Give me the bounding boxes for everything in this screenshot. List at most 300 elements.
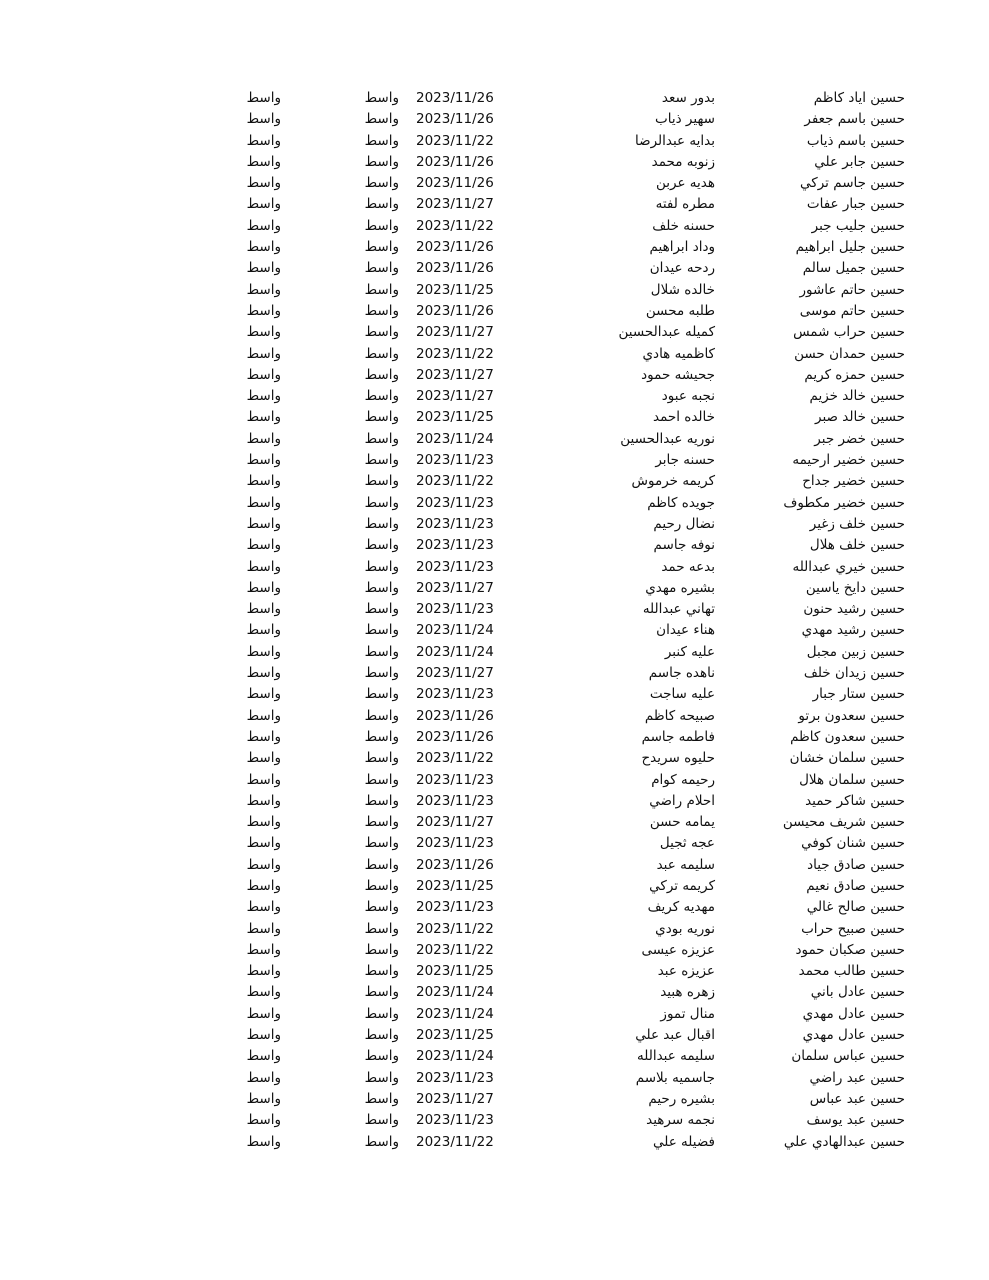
mother-name: نضال رحيم xyxy=(653,515,715,532)
record-date: 2023/11/24 xyxy=(416,1005,494,1022)
province: واسط xyxy=(364,1090,399,1107)
mother-name: زنوبه محمد xyxy=(651,153,715,170)
record-date: 2023/11/26 xyxy=(416,856,494,873)
record-date: 2023/11/25 xyxy=(416,1027,494,1044)
table-row xyxy=(0,897,989,918)
table-row xyxy=(0,237,989,258)
person-name: حسين جابر علي xyxy=(814,153,905,170)
governorate: واسط xyxy=(246,1005,281,1022)
governorate: واسط xyxy=(246,579,281,596)
province: واسط xyxy=(364,366,399,383)
province: واسط xyxy=(364,111,399,128)
record-date: 2023/11/25 xyxy=(416,281,494,298)
record-date: 2023/11/23 xyxy=(416,1069,494,1086)
province: واسط xyxy=(364,579,399,596)
record-date: 2023/11/27 xyxy=(416,388,494,405)
record-date: 2023/11/22 xyxy=(416,750,494,767)
mother-name: نوفه جاسم xyxy=(653,537,715,554)
record-date: 2023/11/23 xyxy=(416,1112,494,1129)
person-name: حسين سلمان هلال xyxy=(799,771,905,788)
person-name: حسين حمدان حسن xyxy=(794,345,905,362)
record-date: 2023/11/24 xyxy=(416,643,494,660)
governorate: واسط xyxy=(246,771,281,788)
record-date: 2023/11/22 xyxy=(416,132,494,149)
province: واسط xyxy=(364,1005,399,1022)
record-date: 2023/11/22 xyxy=(416,941,494,958)
governorate: واسط xyxy=(246,366,281,383)
record-date: 2023/11/22 xyxy=(416,217,494,234)
person-name: حسين حاتم موسى xyxy=(799,302,905,319)
person-name: حسين ستار جبار xyxy=(812,686,905,703)
mother-name: سليمه عبد xyxy=(656,856,715,873)
record-date: 2023/11/27 xyxy=(416,814,494,831)
table-row xyxy=(0,940,989,961)
table-row xyxy=(0,322,989,343)
governorate: واسط xyxy=(246,877,281,894)
province: واسط xyxy=(364,324,399,341)
governorate: واسط xyxy=(246,1048,281,1065)
person-name: حسين حراب شمس xyxy=(793,324,905,341)
province: واسط xyxy=(364,302,399,319)
province: واسط xyxy=(364,388,399,405)
mother-name: احلام راضي xyxy=(649,792,715,809)
person-name: حسين عبد عباس xyxy=(809,1090,905,1107)
record-date: 2023/11/26 xyxy=(416,153,494,170)
governorate: واسط xyxy=(246,707,281,724)
record-date: 2023/11/27 xyxy=(416,1090,494,1107)
table-row xyxy=(0,961,989,982)
province: واسط xyxy=(364,792,399,809)
record-date: 2023/11/27 xyxy=(416,324,494,341)
province: واسط xyxy=(364,814,399,831)
governorate: واسط xyxy=(246,175,281,192)
table-row xyxy=(0,131,989,152)
governorate: واسط xyxy=(246,941,281,958)
province: واسط xyxy=(364,494,399,511)
governorate: واسط xyxy=(246,302,281,319)
person-name: حسين صادق جياد xyxy=(807,856,905,873)
table-row xyxy=(0,578,989,599)
mother-name: خالده احمد xyxy=(652,409,715,426)
record-date: 2023/11/23 xyxy=(416,601,494,618)
province: واسط xyxy=(364,196,399,213)
table-row xyxy=(0,471,989,492)
person-name: حسين صالح غالي xyxy=(806,899,905,916)
person-name: حسين سلمان خشان xyxy=(789,750,905,767)
governorate: واسط xyxy=(246,1112,281,1129)
province: واسط xyxy=(364,877,399,894)
mother-name: بدور سعد xyxy=(661,90,715,106)
table-row xyxy=(0,599,989,620)
province: واسط xyxy=(364,452,399,469)
province: واسط xyxy=(364,1027,399,1044)
table-row xyxy=(0,450,989,471)
governorate: واسط xyxy=(246,792,281,809)
table-row xyxy=(0,535,989,556)
record-date: 2023/11/25 xyxy=(416,409,494,426)
province: واسط xyxy=(364,1048,399,1065)
record-date: 2023/11/22 xyxy=(416,1133,494,1150)
record-date: 2023/11/24 xyxy=(416,430,494,447)
table-row xyxy=(0,1132,989,1153)
table-row xyxy=(0,855,989,876)
governorate: واسط xyxy=(246,345,281,362)
record-date: 2023/11/23 xyxy=(416,792,494,809)
province: واسط xyxy=(364,90,399,106)
person-name: حسين خالد خزيم xyxy=(809,388,905,405)
table-row xyxy=(0,216,989,237)
table-row xyxy=(0,876,989,897)
record-date: 2023/11/23 xyxy=(416,835,494,852)
mother-name: طلبه محسن xyxy=(645,302,715,319)
person-name: حسين حاتم عاشور xyxy=(799,281,905,298)
province: واسط xyxy=(364,345,399,362)
table-row xyxy=(0,1110,989,1131)
table-row xyxy=(0,748,989,769)
province: واسط xyxy=(364,473,399,490)
governorate: واسط xyxy=(246,920,281,937)
person-name: حسين شنان كوفي xyxy=(801,835,905,852)
governorate: واسط xyxy=(246,963,281,980)
record-date: 2023/11/22 xyxy=(416,345,494,362)
governorate: واسط xyxy=(246,899,281,916)
table-row xyxy=(0,1004,989,1025)
person-name: حسين حمزه كريم xyxy=(804,366,905,383)
records-table xyxy=(0,88,989,1153)
governorate: واسط xyxy=(246,473,281,490)
record-date: 2023/11/26 xyxy=(416,90,494,106)
mother-name: رحيمه كوام xyxy=(651,771,715,788)
table-row xyxy=(0,280,989,301)
mother-name: نجمه سرهيد xyxy=(646,1112,715,1129)
table-row xyxy=(0,642,989,663)
person-name: حسين باسم جعفر xyxy=(804,111,905,128)
record-date: 2023/11/23 xyxy=(416,771,494,788)
governorate: واسط xyxy=(246,537,281,554)
person-name: حسين صكبان حمود xyxy=(795,941,905,958)
record-date: 2023/11/26 xyxy=(416,111,494,128)
record-date: 2023/11/26 xyxy=(416,728,494,745)
record-date: 2023/11/25 xyxy=(416,963,494,980)
governorate: واسط xyxy=(246,217,281,234)
mother-name: هناء عيدان xyxy=(656,622,715,639)
governorate: واسط xyxy=(246,515,281,532)
person-name: حسين عباس سلمان xyxy=(791,1048,905,1065)
governorate: واسط xyxy=(246,452,281,469)
governorate: واسط xyxy=(246,1027,281,1044)
province: واسط xyxy=(364,537,399,554)
mother-name: كريمه تركي xyxy=(649,877,715,894)
governorate: واسط xyxy=(246,388,281,405)
person-name: حسين جليل ابراهيم xyxy=(795,239,905,256)
person-name: حسين شريف محيسن xyxy=(782,814,905,831)
governorate: واسط xyxy=(246,409,281,426)
mother-name: كريمه خرموش xyxy=(631,473,715,490)
mother-name: عجه ثجيل xyxy=(659,835,715,852)
governorate: واسط xyxy=(246,750,281,767)
record-date: 2023/11/26 xyxy=(416,260,494,277)
record-date: 2023/11/23 xyxy=(416,899,494,916)
governorate: واسط xyxy=(246,324,281,341)
record-date: 2023/11/26 xyxy=(416,175,494,192)
record-date: 2023/11/24 xyxy=(416,622,494,639)
province: واسط xyxy=(364,622,399,639)
person-name: حسين طالب محمد xyxy=(798,963,905,980)
governorate: واسط xyxy=(246,622,281,639)
person-name: حسين سعدون برتو xyxy=(798,707,905,724)
person-name: حسين عادل باني xyxy=(810,984,905,1001)
province: واسط xyxy=(364,175,399,192)
governorate: واسط xyxy=(246,90,281,106)
record-date: 2023/11/22 xyxy=(416,920,494,937)
record-date: 2023/11/27 xyxy=(416,665,494,682)
province: واسط xyxy=(364,835,399,852)
mother-name: جحيشه حمود xyxy=(641,366,715,383)
province: واسط xyxy=(364,239,399,256)
mother-name: فاطمه جاسم xyxy=(641,728,715,745)
province: واسط xyxy=(364,771,399,788)
person-name: حسين خالد صبر xyxy=(815,409,905,426)
record-date: 2023/11/26 xyxy=(416,707,494,724)
person-name: حسين رشيد مهدي xyxy=(801,622,905,639)
mother-name: تهاني عبدالله xyxy=(642,601,715,618)
record-date: 2023/11/27 xyxy=(416,579,494,596)
record-date: 2023/11/24 xyxy=(416,1048,494,1065)
mother-name: حسنه خلف xyxy=(652,217,715,234)
governorate: واسط xyxy=(246,153,281,170)
province: واسط xyxy=(364,430,399,447)
province: واسط xyxy=(364,920,399,937)
governorate: واسط xyxy=(246,132,281,149)
person-name: حسين عبد يوسف xyxy=(806,1112,905,1129)
table-row xyxy=(0,514,989,535)
mother-name: عليه كنبر xyxy=(664,643,715,660)
person-name: حسين عبد راضي xyxy=(809,1069,905,1086)
table-row xyxy=(0,173,989,194)
person-name: حسين باسم ذياب xyxy=(806,132,905,149)
mother-name: هديه عربن xyxy=(655,175,715,192)
person-name: حسين جليب جبر xyxy=(811,217,905,234)
table-row xyxy=(0,152,989,173)
mother-name: صبيحه كاظم xyxy=(644,707,715,724)
province: واسط xyxy=(364,217,399,234)
governorate: واسط xyxy=(246,1133,281,1150)
record-date: 2023/11/27 xyxy=(416,366,494,383)
person-name: حسين جميل سالم xyxy=(802,260,905,277)
person-name: حسين زيدان خلف xyxy=(803,665,905,682)
mother-name: بشيره رحيم xyxy=(648,1090,715,1107)
record-date: 2023/11/24 xyxy=(416,984,494,1001)
table-row xyxy=(0,812,989,833)
mother-name: زهره هبيد xyxy=(660,984,715,1001)
table-row xyxy=(0,706,989,727)
person-name: حسين خضر جبر xyxy=(814,430,905,447)
person-name: حسين خلف هلال xyxy=(809,537,905,554)
province: واسط xyxy=(364,558,399,575)
table-row xyxy=(0,982,989,1003)
person-name: حسين صادق نعيم xyxy=(806,877,905,894)
mother-name: مطره لفته xyxy=(655,196,715,213)
table-row xyxy=(0,1046,989,1067)
province: واسط xyxy=(364,515,399,532)
governorate: واسط xyxy=(246,601,281,618)
table-row xyxy=(0,1068,989,1089)
table-row xyxy=(0,684,989,705)
mother-name: جويده كاظم xyxy=(647,494,715,511)
province: واسط xyxy=(364,643,399,660)
table-row xyxy=(0,833,989,854)
table-row xyxy=(0,301,989,322)
person-name: حسين خلف زغير xyxy=(809,515,905,532)
mother-name: نوريه عبدالحسين xyxy=(620,430,715,447)
governorate: واسط xyxy=(246,260,281,277)
mother-name: مهديه كريف xyxy=(647,899,715,916)
province: واسط xyxy=(364,281,399,298)
mother-name: ناهده جاسم xyxy=(648,665,715,682)
record-date: 2023/11/23 xyxy=(416,494,494,511)
table-row xyxy=(0,620,989,641)
person-name: حسين خيري عبدالله xyxy=(792,558,905,575)
record-date: 2023/11/25 xyxy=(416,877,494,894)
province: واسط xyxy=(364,686,399,703)
mother-name: جاسميه بلاسم xyxy=(635,1069,715,1086)
table-row xyxy=(0,1089,989,1110)
record-date: 2023/11/23 xyxy=(416,537,494,554)
record-date: 2023/11/27 xyxy=(416,196,494,213)
record-date: 2023/11/23 xyxy=(416,452,494,469)
province: واسط xyxy=(364,1069,399,1086)
governorate: واسط xyxy=(246,835,281,852)
person-name: حسين خضير مكطوف xyxy=(783,494,905,511)
governorate: واسط xyxy=(246,665,281,682)
governorate: واسط xyxy=(246,686,281,703)
person-name: حسين خضير جداح xyxy=(802,473,905,490)
mother-name: سهير ذياب xyxy=(655,111,715,128)
table-row xyxy=(0,194,989,215)
mother-name: عليه ساجت xyxy=(649,686,715,703)
table-row xyxy=(0,557,989,578)
governorate: واسط xyxy=(246,1090,281,1107)
mother-name: حسنه جابر xyxy=(655,452,715,469)
governorate: واسط xyxy=(246,558,281,575)
province: واسط xyxy=(364,601,399,618)
record-date: 2023/11/23 xyxy=(416,515,494,532)
mother-name: نوريه بودي xyxy=(655,920,715,937)
province: واسط xyxy=(364,1112,399,1129)
province: واسط xyxy=(364,899,399,916)
province: واسط xyxy=(364,409,399,426)
mother-name: عزيزه عبد xyxy=(657,963,715,980)
governorate: واسط xyxy=(246,984,281,1001)
record-date: 2023/11/26 xyxy=(416,239,494,256)
table-row xyxy=(0,429,989,450)
governorate: واسط xyxy=(246,196,281,213)
table-row xyxy=(0,365,989,386)
record-date: 2023/11/23 xyxy=(416,558,494,575)
mother-name: كاظميه هادي xyxy=(642,345,715,362)
person-name: حسين اياد كاظم xyxy=(813,90,905,106)
province: واسط xyxy=(364,260,399,277)
mother-name: بدايه عبدالرضا xyxy=(635,132,715,149)
governorate: واسط xyxy=(246,814,281,831)
governorate: واسط xyxy=(246,239,281,256)
table-row xyxy=(0,493,989,514)
table-row xyxy=(0,1025,989,1046)
governorate: واسط xyxy=(246,281,281,298)
province: واسط xyxy=(364,728,399,745)
mother-name: بشيره مهدي xyxy=(645,579,715,596)
person-name: حسين جبار عفات xyxy=(806,196,905,213)
person-name: حسين عادل مهدي xyxy=(802,1005,905,1022)
governorate: واسط xyxy=(246,643,281,660)
table-row xyxy=(0,663,989,684)
person-name: حسين عبدالهادي علي xyxy=(783,1133,905,1150)
governorate: واسط xyxy=(246,111,281,128)
mother-name: منال تموز xyxy=(660,1005,715,1022)
table-row xyxy=(0,919,989,940)
province: واسط xyxy=(364,665,399,682)
governorate: واسط xyxy=(246,856,281,873)
governorate: واسط xyxy=(246,494,281,511)
governorate: واسط xyxy=(246,430,281,447)
person-name: حسين سعدون كاظم xyxy=(790,728,905,745)
mother-name: حليوه سريدح xyxy=(641,750,715,767)
person-name: حسين صبيح حراب xyxy=(801,920,905,937)
province: واسط xyxy=(364,941,399,958)
person-name: حسين جاسم تركي xyxy=(800,175,905,192)
governorate: واسط xyxy=(246,728,281,745)
province: واسط xyxy=(364,707,399,724)
table-row xyxy=(0,109,989,130)
province: واسط xyxy=(364,856,399,873)
table-row xyxy=(0,258,989,279)
province: واسط xyxy=(364,1133,399,1150)
record-date: 2023/11/23 xyxy=(416,686,494,703)
table-row xyxy=(0,407,989,428)
mother-name: يمامه حسن xyxy=(649,814,715,831)
record-date: 2023/11/22 xyxy=(416,473,494,490)
mother-name: وداد ابراهيم xyxy=(649,239,715,256)
person-name: حسين خضير ارحيمه xyxy=(792,452,905,469)
table-row xyxy=(0,770,989,791)
province: واسط xyxy=(364,984,399,1001)
mother-name: خالده شلال xyxy=(650,281,715,298)
mother-name: كميله عبدالحسين xyxy=(618,324,715,341)
province: واسط xyxy=(364,153,399,170)
table-row xyxy=(0,88,989,109)
person-name: حسين عادل مهدي xyxy=(802,1027,905,1044)
province: واسط xyxy=(364,963,399,980)
mother-name: عزيزه عيسى xyxy=(641,941,715,958)
mother-name: اقبال عبد علي xyxy=(635,1027,715,1044)
mother-name: سليمه عبدالله xyxy=(637,1048,715,1065)
mother-name: نجبه عبود xyxy=(661,388,715,405)
mother-name: بدعه حمد xyxy=(661,558,715,575)
record-date: 2023/11/26 xyxy=(416,302,494,319)
table-row xyxy=(0,727,989,748)
table-row xyxy=(0,386,989,407)
province: واسط xyxy=(364,750,399,767)
person-name: حسين زبين مجبل xyxy=(806,643,905,660)
mother-name: فضيله علي xyxy=(652,1133,715,1150)
mother-name: ردحه عيدان xyxy=(649,260,715,277)
table-row xyxy=(0,344,989,365)
governorate: واسط xyxy=(246,1069,281,1086)
province: واسط xyxy=(364,132,399,149)
person-name: حسين دايخ ياسين xyxy=(805,579,905,596)
table-row xyxy=(0,791,989,812)
person-name: حسين رشيد حنون xyxy=(803,601,905,618)
